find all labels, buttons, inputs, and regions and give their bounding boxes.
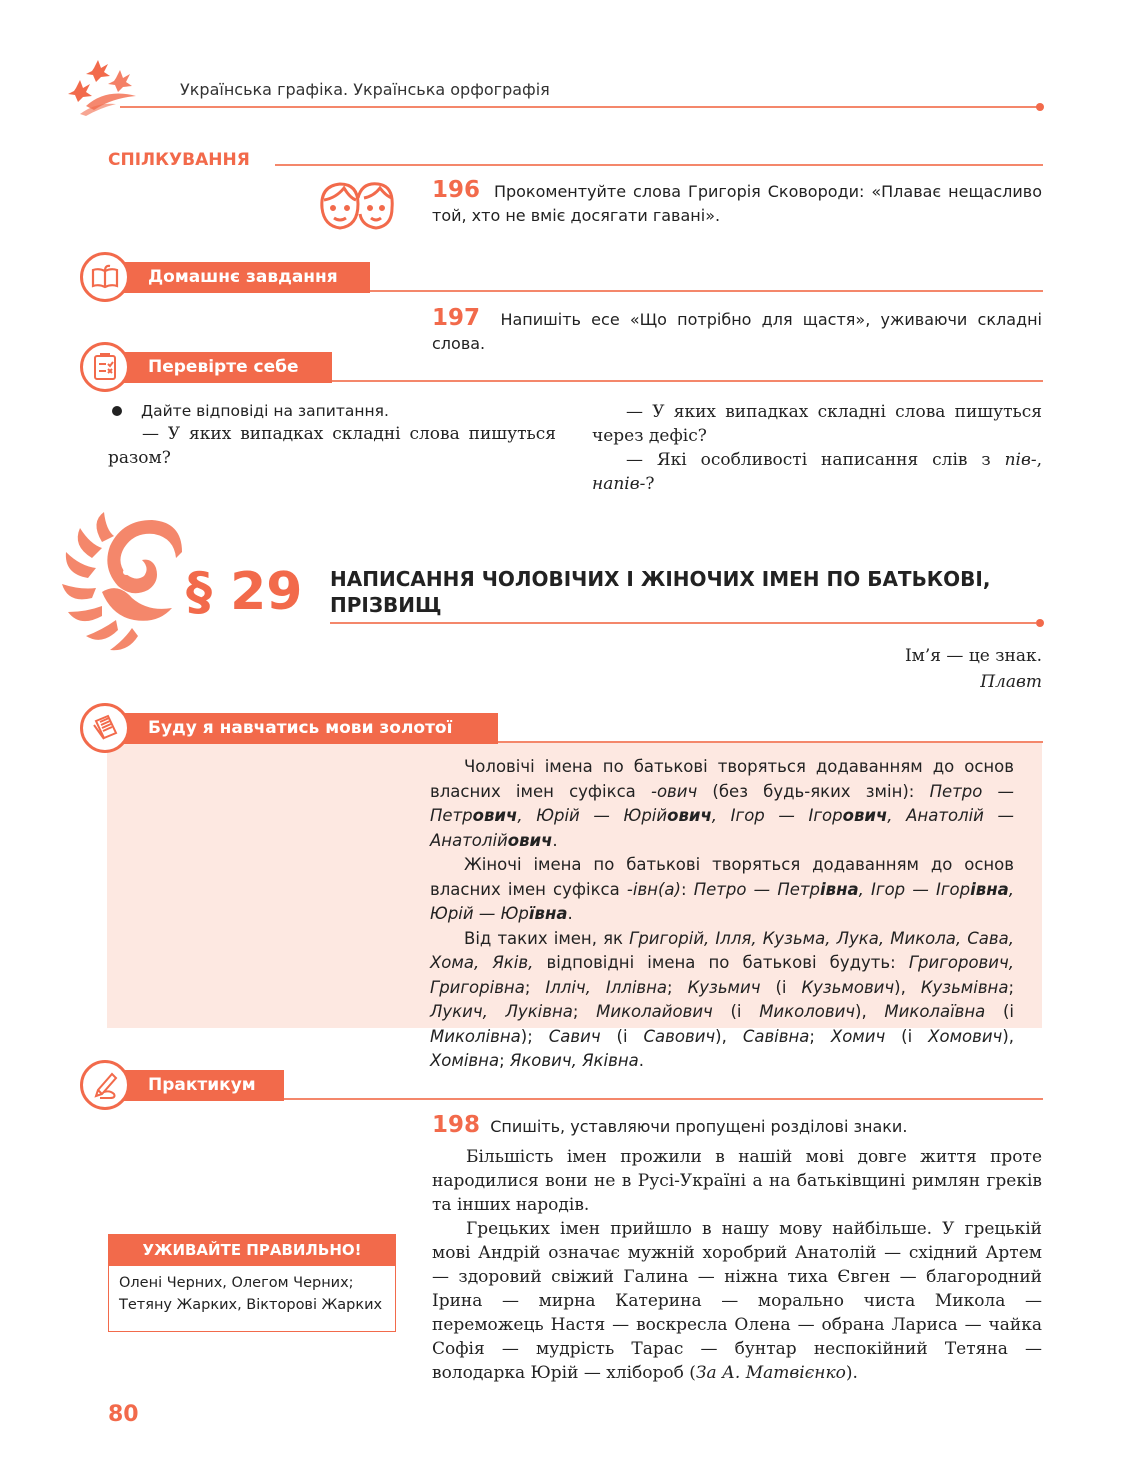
communication-label: СПІЛКУВАННЯ [108, 150, 250, 170]
rule-text [430, 755, 1014, 1074]
homework-label: Домашнє завдання [88, 262, 370, 293]
selfcheck-intro-row [108, 400, 556, 422]
usage-box-line-2: Тетяну Жарких, Вікторові Жарких [119, 1297, 383, 1313]
selfcheck-question-1: — У яких випадках складні слова пишуться разом? [108, 424, 556, 468]
epigraph [640, 643, 1042, 695]
rule-paragraph-2: Жіночі імена по батькові творяться додаванням до основ власних імен суфікса -івн(а): Петро — Петрівна, Ігор — Ігорівна, Юрій — Юрївна. [430, 855, 1014, 923]
usage-box [108, 1234, 396, 1332]
header-line-dot [1036, 103, 1044, 111]
faces-icon [316, 178, 398, 232]
floral-ornament-icon [62, 512, 192, 652]
checklist-icon [90, 352, 120, 382]
header-title: Українська графіка. Українська орфографія [180, 80, 550, 99]
practicum-line [284, 1098, 1043, 1100]
practicum-text [432, 1145, 1042, 1385]
selfcheck-left [108, 400, 556, 470]
selfcheck-question-3: — Які особливості написання слів з пів-, напів-? [592, 450, 1042, 494]
selfcheck-circle [80, 342, 130, 392]
selfcheck-line [332, 380, 1043, 382]
page-number: 80 [108, 1402, 139, 1427]
rule-paragraph-3: Від таких імен, як Григорій, Ілля, Кузьма, Лука, Микола, Сава, Хома, Яків, відповідні імена по батькові будуть: Григорович, Григорівна; Ілліч, Іллівна; Кузьмич (і Кузьмович), Кузьмівна; Лукич, Луківна; Миколайович (і Миколович), Миколаївна (і Миколівна); Савич (і Савович), Савівна; Хомич (і Хомович), Хомівна; Якович, Яківна. [430, 928, 1015, 1070]
book-icon [90, 262, 120, 292]
task-198-text: Спишіть, уставляючи пропущені розділові знаки. [490, 1117, 908, 1136]
paragraph-line-dot [1036, 619, 1044, 627]
rule-paragraph-1: Чоловічі імена по батькові творяться додаванням до основ власних імен суфікса -ович (без будь-яких змін): Петро — Петрович, Юрій — Юрійович, Ігор — Ігорович, Анатолій — Анатолійович. [430, 757, 1015, 850]
task-197-text: Напишіть есе «Що потрібно для щастя», уживаючи складні слова. [432, 310, 1042, 353]
task-number-198: 198 [432, 1112, 481, 1138]
rule-circle [80, 703, 130, 753]
selfcheck-question-2: — У яких випадках складні слова пишуться через дефіс? [592, 402, 1042, 446]
practicum-paragraph-1: Більшість імен прожили в нашій мові довге життя проте народилися вони не в Русі-Україні а на батьківщині римлян греків та інших народів. [432, 1147, 1042, 1215]
paragraph-title-line-1: НАПИСАННЯ ЧОЛОВІЧИХ І ЖІНОЧИХ ІМЕН ПО БАТЬКОВІ, [330, 567, 991, 591]
task-197 [432, 306, 1042, 356]
rule-label: Буду я навчатись мови золотої [88, 713, 498, 744]
practicum-paragraph-2: Грецьких імен прийшло в нашу мову найбільше. У грецькій мові Андрій означає мужній хоробрий Анатолій — східний Артем — здоровий свіжий Галина — ніжна тиха Євген — благородний Ірина — мирна Катерина — морально чиста Микола — переможець Настя — воскресла Олена — обрана Лариса — чайка Софія — мудрість Тарас — бунтар неспокійний Тетяна — володарка Юрій — хлібороб (За А. Матвієнко). [432, 1219, 1042, 1383]
homework-circle [80, 252, 130, 302]
header-line [120, 106, 1038, 108]
epigraph-text: Ім’я — це знак. [904, 646, 1042, 666]
task-number-196: 196 [432, 177, 481, 203]
paragraph-number: § 29 [186, 562, 303, 622]
paragraph-title [330, 566, 990, 618]
task-196 [432, 178, 1042, 228]
paragraph-title-line-2: ПРІЗВИЩ [330, 593, 442, 617]
task-196-text: Прокоментуйте слова Григорія Сковороди: «Плаває нещасливо той, хто не вміє досягати гавані». [432, 182, 1042, 225]
pages-icon [90, 713, 120, 743]
selfcheck-right [592, 400, 1042, 496]
usage-box-title: УЖИВАЙТЕ ПРАВИЛЬНО! [109, 1235, 395, 1266]
task-number-197: 197 [432, 305, 481, 331]
usage-box-line-1: Олені Черних, Олегом Черних; [119, 1275, 354, 1291]
homework-line [370, 290, 1043, 292]
paragraph-line [330, 622, 1036, 624]
pencil-hand-icon [90, 1070, 120, 1100]
epigraph-author: Плавт [980, 672, 1042, 692]
communication-line [275, 164, 1043, 166]
task-198 [432, 1113, 1042, 1139]
practicum-label: Практикум [88, 1070, 284, 1101]
selfcheck-intro: Дайте відповіді на запитання. [141, 402, 389, 420]
rule-line [498, 741, 1043, 743]
selfcheck-label: Перевірте себе [88, 352, 332, 383]
bullet-icon [112, 406, 122, 416]
practicum-circle [80, 1060, 130, 1110]
